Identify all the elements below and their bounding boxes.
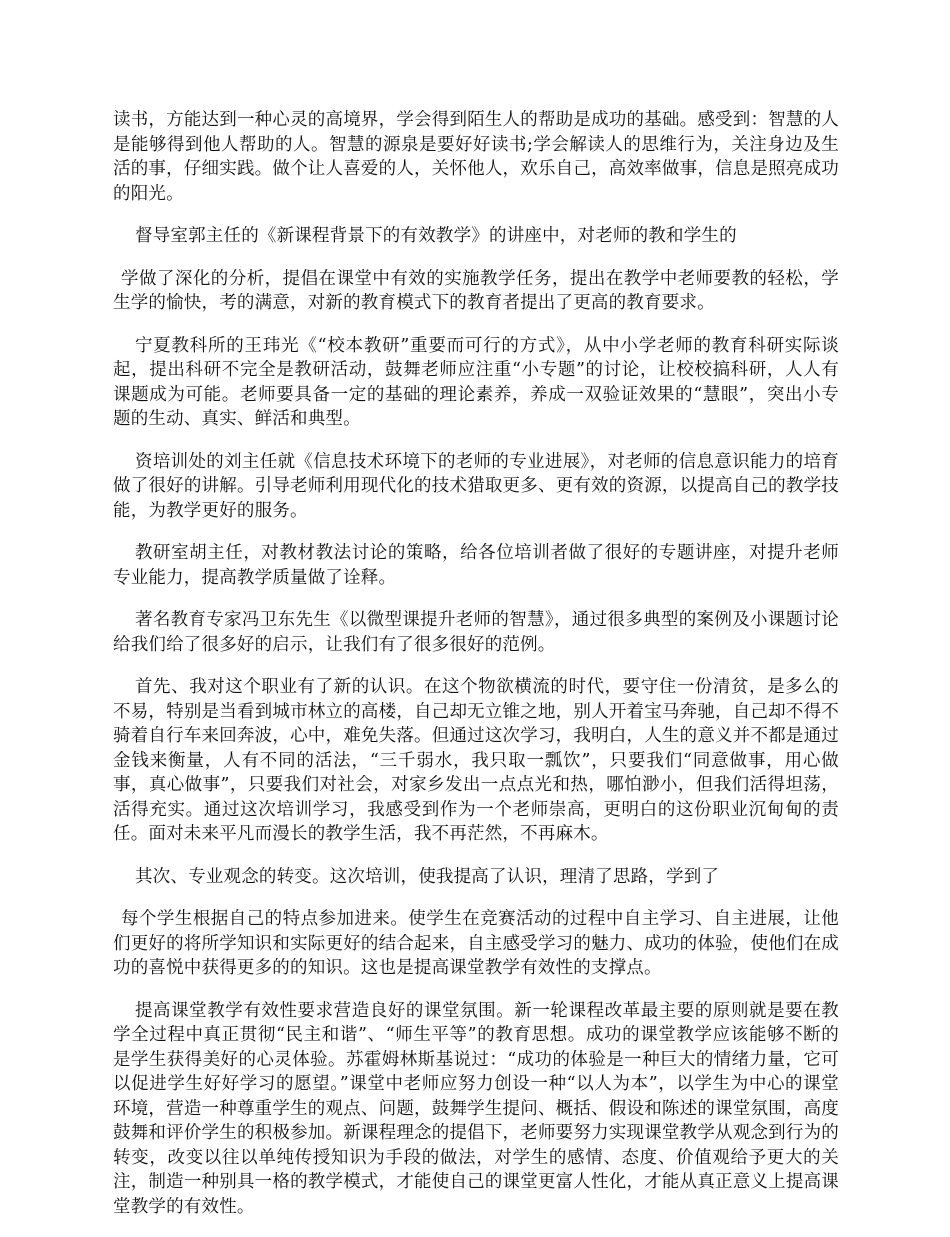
paragraph-3: 学做了深化的分析，提倡在课堂中有效的实施教学任务，提出在教学中老师要教的轻松，学生学的愉快，考的满意，对新的教育模式下的教育者提出了更高的教育要求。 bbox=[113, 268, 839, 313]
paragraph-5: 资培训处的刘主任就《信息技术环境下的老师的专业进展》，对老师的信息意识能力的培育做了很好的讲解。引导老师利用现代化的技术猎取更多、更有效的资源，以提高自己的教学技能，为教学更好的服务。 bbox=[113, 451, 839, 521]
paragraph-10: 每个学生根据自己的特点参加进来。使学生在竞赛活动的过程中自主学习、自主进展，让他们更好的将所学知识和实际更好的结合起来，自主感受学习的魅力、成功的体验，使他们在成功的喜悦中获得更多的的知识。这也是提高课堂教学有效性的支撑点。 bbox=[113, 909, 839, 978]
paragraph-4: 宁夏教科所的王玮光《“校本教研”重要而可行的方式》，从中小学老师的教育科研实际谈起，提出科研不完全是教研活动，鼓舞老师应注重“小专题”的讨论，让校校搞科研，人人有课题成为可能。老师要具备一定的基础的理论素养，养成一双验证效果的“慧眼”，突出小专题的生动、真实、鲜活和典型。 bbox=[113, 335, 839, 429]
paragraph-6: 教研室胡主任，对教材教法讨论的策略，给各位培训者做了很好的专题讲座，对提升老师专业能力，提高教学质量做了诠释。 bbox=[113, 543, 839, 588]
paragraph-9: 其次、专业观念的转变。这次培训，使我提高了认识，理清了思路，学到了 bbox=[135, 866, 720, 887]
document-body bbox=[113, 108, 839, 1237]
paragraph-2: 督导室郭主任的《新课程背景下的有效教学》的讲座中，对老师的教和学生的 bbox=[135, 226, 737, 246]
paragraph-7: 著名教育专家冯卫东先生《以微型课提升老师的智慧》，通过很多典型的案例及小课题讨论给我们给了很多好的启示，让我们有了很多很好的范例。 bbox=[113, 610, 839, 655]
paragraph-8: 首先、我对这个职业有了新的认识。在这个物欲横流的时代，要守住一份清贫，是多么的不易，特别是当看到城市林立的高楼，自己却无立锥之地，别人开着宝马奔驰，自己却不得不骑着自行车来回奔波，心中，难免失落。但通过这次学习，我明白，人生的意义并不都是通过金钱来衡量，人有不同的活法，“三千弱水，我只取一瓢饮”，只要我们“同意做事，用心做事，真心做事”，只要我们对社会，对家乡发出一点点光和热，哪怕渺小，但我们活得坦荡，活得充实。通过这次培训学习，我感受到作为一个老师崇高，更明白的这份职业沉甸甸的责任。面对未来平凡而漫长的教学生活，我不再茫然，不再麻木。 bbox=[113, 677, 839, 844]
paragraph-11: 提高课堂教学有效性要求营造良好的课堂氛围。新一轮课程改革最主要的原则就是要在教学全过程中真正贯彻“民主和谐”、“师生平等”的教育思想。成功的课堂教学应该能够不断的是学生获得美好的心灵体验。苏霍姆林斯基说过：“成功的体验是一种巨大的情绪力量，它可以促进学生好好学习的愿望。”课堂中老师应努力创设一种“以人为本”，以学生为中心的课堂环境，营造一种尊重学生的观点、问题，鼓舞学生提问、概括、假设和陈述的课堂氛围，高度鼓舞和评价学生的积极参加。新课程理念的提倡下，老师要努力实现课堂教学从观念到行为的转变，改变以往以单纯传授知识为手段的做法，对学生的感情、态度、价值观给予更大的关注，制造一种别具一格的教学模式，才能使自己的课堂更富人性化，才能从真正意义上提高课堂教学的有效性。 bbox=[113, 1000, 839, 1217]
paragraph-1: 读书，方能达到一种心灵的高境界，学会得到陌生人的帮助是成功的基础。感受到：智慧的人是能够得到他人帮助的人。智慧的源泉是要好好读书;学会解读人的思维行为，关注身边及生活的事，仔细实践。做个让人喜爱的人，关怀他人，欢乐自己，高效率做事，信息是照亮成功的阳光。 bbox=[113, 110, 839, 204]
